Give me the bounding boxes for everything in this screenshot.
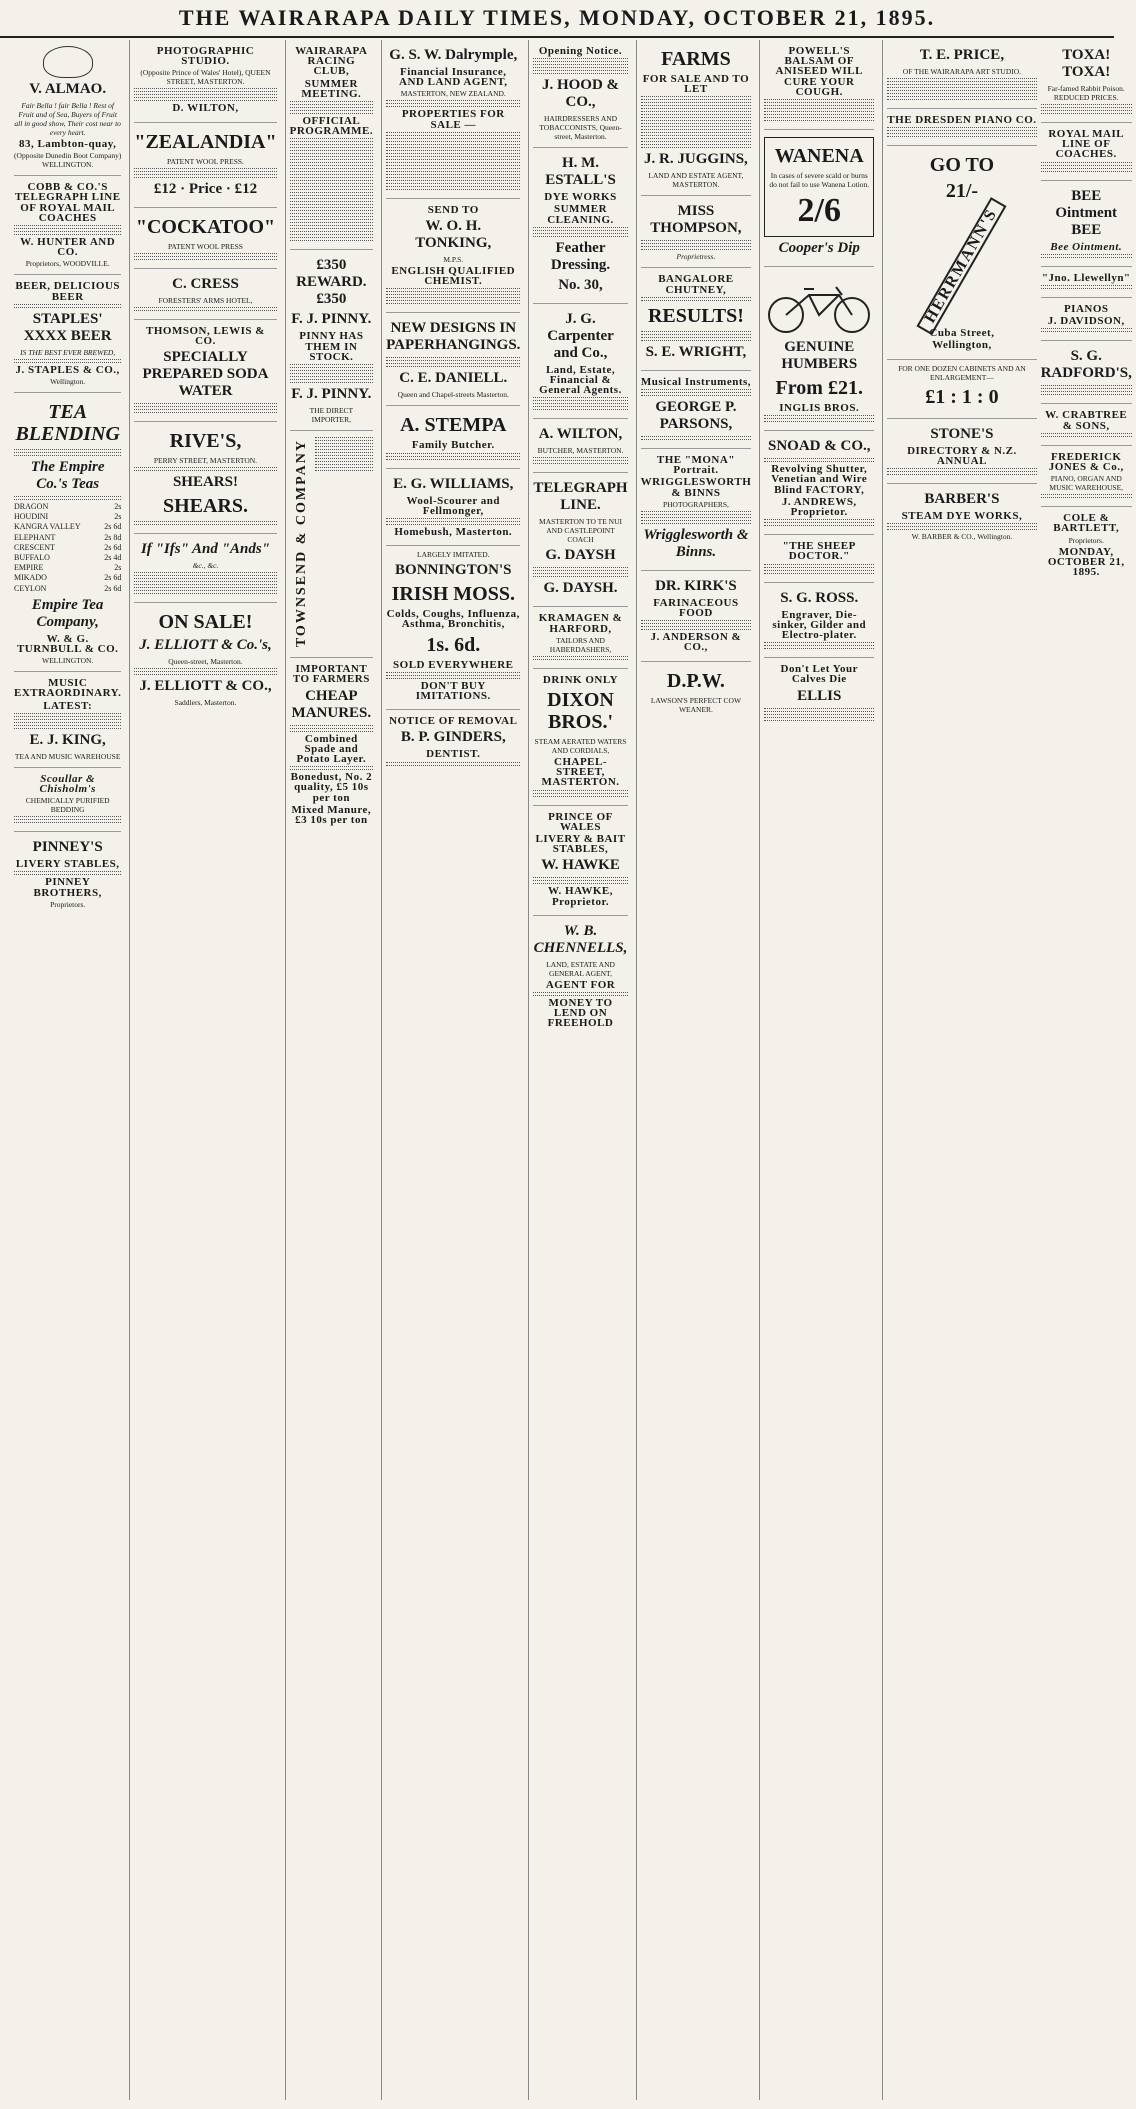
hood-ad xyxy=(533,40,627,148)
carpenter-title: J. G. Carpenter and Co., xyxy=(547,310,614,361)
money-to-lend: MONEY TO LEND ON FREEHOLD xyxy=(547,997,614,1030)
townsend-text xyxy=(315,435,373,651)
wanena-price: 2/6 xyxy=(797,192,841,230)
hawke-ad xyxy=(533,806,627,916)
toxa-title: TOXA! TOXA! xyxy=(1062,47,1111,80)
tea-row: HOUDINI 2s xyxy=(14,512,122,522)
barbers-sub: STEAM DYE WORKS, xyxy=(901,510,1023,523)
dateline: MONDAY, OCTOBER 21, 1895. xyxy=(1047,545,1125,579)
powell-ad xyxy=(764,40,874,130)
bee-sub: Bee Ointment. xyxy=(1050,240,1123,253)
fowler-ad xyxy=(1041,446,1132,507)
coach-place: Proprietors, WOODVILLE. xyxy=(25,259,110,269)
goto-ad xyxy=(887,146,1036,359)
bee-ad xyxy=(1041,181,1132,267)
english-chemist: ENGLISH QUALIFIED CHEMIST. xyxy=(391,265,516,288)
column-6 xyxy=(636,40,756,2100)
bicycle-icon xyxy=(764,275,874,335)
cole-ad xyxy=(1041,507,1132,585)
bonnington-ad xyxy=(386,546,520,710)
dixon-sub: STEAM AERATED WATERS AND CORDIALS, xyxy=(534,737,627,756)
ross-sub: Engraver, Die-sinker, Gilder and Electro-plater. xyxy=(772,608,867,642)
almao-address: 83, Lambton-quay, xyxy=(18,138,117,150)
mixed-price: Mixed Manure, £3 10s per ton xyxy=(291,803,372,827)
stempa-ad xyxy=(386,406,520,468)
carpenter-ad xyxy=(533,304,627,420)
removal-notice: NOTICE OF REMOVAL xyxy=(389,715,518,728)
music-title: MUSIC EXTRAORDINARY. xyxy=(14,677,122,700)
summer-cleaning: SUMMER CLEANING. xyxy=(547,203,614,226)
column-8-right xyxy=(1041,40,1132,2100)
wilton-title: A. WILTON, xyxy=(538,426,623,443)
tea-row: KANGRA VALLEY 2s 6d xyxy=(14,522,122,532)
hawke-owner: W. HAWKE, Proprietor. xyxy=(548,885,613,908)
pinny-owner: F. J. PINNY. xyxy=(291,386,372,403)
estall-title: H. M. ESTALL'S xyxy=(545,155,616,189)
ifs-title: If "Ifs" And "Ands" xyxy=(140,541,270,558)
masthead xyxy=(0,0,1114,38)
coach-title: COBB & CO.'S TELEGRAPH LINE OF ROYAL MAIL COACHES xyxy=(14,181,121,224)
barbers-title: BARBER'S xyxy=(924,491,1000,508)
estall-sub: DYE WORKS xyxy=(544,191,617,204)
ginders-ad xyxy=(386,710,520,773)
stempa-title: A. STEMPA xyxy=(400,414,507,437)
thompson-ad xyxy=(641,196,752,268)
hood-sub: HAIRDRESSERS AND TOBACCONISTS, Queen-street, Masterton. xyxy=(539,114,622,142)
almao-ad xyxy=(14,40,121,176)
pinney-sub: LIVERY STABLES, xyxy=(15,858,120,871)
elliott-role: Saddlers, Masterton. xyxy=(174,698,237,708)
dixon-ad xyxy=(533,669,627,806)
powell-title: POWELL'S BALSAM OF ANISEED WILL CURE YOUR COUGH. xyxy=(775,45,863,98)
snoad-ad xyxy=(764,431,874,535)
pinney-role: Proprietors. xyxy=(50,899,86,909)
column-4 xyxy=(381,40,524,2100)
cole-sub: Proprietors. xyxy=(1068,535,1104,545)
barbers-ad xyxy=(887,484,1036,547)
tonking-ad xyxy=(386,199,520,314)
tea-title: TEA BLENDING xyxy=(15,401,120,446)
enlargement-price: £1 : 1 : 0 xyxy=(925,385,999,408)
almao-address-sub: (Opposite Dunedin Boot Company) WELLINGTON. xyxy=(14,151,122,170)
ginders-sub: DENTIST. xyxy=(426,748,481,761)
cures-list: Colds, Coughs, Influenza, Asthma, Bronchitis, xyxy=(386,608,520,631)
wright-title: S. E. WRIGHT, xyxy=(645,343,747,360)
royal-mail-title: ROYAL MAIL LINE OF COACHES. xyxy=(1048,128,1125,161)
wanena-ad xyxy=(764,130,874,267)
tonking-sub: M.P.S. xyxy=(443,255,464,265)
opening-notice: Opening Notice. xyxy=(538,45,623,57)
king-title: E. J. KING, xyxy=(29,731,106,748)
price-sub: OF THE WAIRARAPA ART STUDIO. xyxy=(902,67,1022,76)
kirk-sub: FARINACEOUS FOOD xyxy=(653,596,739,620)
directory-title: DIRECTORY & N.Z. ANNUAL xyxy=(907,444,1017,467)
tea-ad xyxy=(14,393,121,672)
thompson-sub: Proprietress. xyxy=(676,252,716,262)
scoullar-title: Scoullar & Chisholm's xyxy=(39,772,96,796)
williams-place: Homebush, Masterton. xyxy=(394,526,513,539)
elliott-ad xyxy=(134,603,276,713)
juggins-title: J. R. JUGGINS, xyxy=(644,151,748,168)
send-to: SEND TO xyxy=(427,203,479,216)
prince-of-wales: PRINCE OF WALES xyxy=(548,810,613,833)
manures-title: CHEAP MANURES. xyxy=(291,687,372,721)
music-latest: LATEST: xyxy=(43,699,93,712)
blind-title: Revolving Shutter, Venetian and Wire Blind FACTORY, xyxy=(771,463,868,496)
daniell-sub: Queen and Chapel-streets Masterton. xyxy=(397,390,509,400)
rives-ad xyxy=(134,422,276,534)
properties-title: PROPERTIES FOR SALE — xyxy=(401,108,505,131)
williams-title: E. G. WILLIAMS, xyxy=(393,475,514,492)
empire-firm: Empire Tea Company, xyxy=(31,596,104,630)
herrmann-city: Wellington, xyxy=(932,339,992,352)
pinny-sub: PINNY HAS THEM IN STOCK. xyxy=(299,330,364,363)
parsons-ad xyxy=(641,371,752,449)
empire-teas-title: The Empire Co.'s Teas xyxy=(30,459,105,493)
shears-title: SHEARS! xyxy=(172,474,238,491)
davidson-ad xyxy=(1041,298,1132,341)
farms-title: FARMS xyxy=(661,48,731,70)
dresden-title: THE DRESDEN PIANO CO. xyxy=(887,114,1037,126)
ellis-title: ELLIS xyxy=(797,687,842,704)
davidson-title: J. DAVIDSON, xyxy=(1047,315,1125,328)
shears-big: SHEARS. xyxy=(162,495,248,518)
tea-row: BUFFALO 2s 4d xyxy=(14,553,122,563)
royal-mail-ad xyxy=(1041,123,1132,181)
racing-title: WAIRARAPA RACING CLUB, xyxy=(295,45,368,78)
barbers-owner: W. BARBER & CO., Wellington. xyxy=(911,532,1013,542)
racing-ad xyxy=(290,40,374,250)
ross-title: S. G. ROSS. xyxy=(780,589,859,606)
cress-title: C. CRESS xyxy=(172,275,239,292)
rives-sub: PERRY STREET, MASTERTON. xyxy=(153,456,258,466)
wilton-sub: BUTCHER, MASTERTON. xyxy=(537,446,624,456)
tea-row: DRAGON 2s xyxy=(14,502,122,512)
fowler-sub: PIANO, ORGAN AND MUSIC WAREHOUSE, xyxy=(1049,474,1124,493)
elliott-sale: J. ELLIOTT & CO., xyxy=(139,678,272,695)
tea-row: EMPIRE 2s xyxy=(14,563,122,573)
scoullar-sub: CHEMICALLY PURIFIED BEDDING xyxy=(25,796,110,815)
photo-title: PHOTOGRAPHIC STUDIO. xyxy=(156,45,255,68)
chennells-ad xyxy=(533,916,627,1037)
humber-price: From £21. xyxy=(775,377,863,400)
kirk-title: DR. KIRK'S xyxy=(655,577,737,594)
column-5 xyxy=(528,40,631,2100)
wrigglesworth-title: WRIGGLESWORTH & BINNS xyxy=(640,476,752,499)
tea-price-list xyxy=(14,502,121,594)
paperhangings-title: NEW DESIGNS IN PAPERHANGINGS. xyxy=(386,320,521,354)
telegraph-sub: MASTERTON TO TE NUI AND CASTLEPOINT COACH xyxy=(539,517,622,545)
drink-only: DRINK ONLY xyxy=(542,673,619,686)
wanena-sub: In cases of severe scald or burns do not fail to use Wanena Lotion. xyxy=(769,171,870,190)
estall-address: No. 30, xyxy=(558,276,603,293)
mona-title: THE "MONA" Portrait. xyxy=(656,454,735,477)
feather-dressing: Feather Dressing. xyxy=(550,239,611,273)
crabtree-ad xyxy=(1041,404,1132,445)
photo-studio-ad xyxy=(134,40,276,123)
official-programme: OFFICIAL PROGRAMME. xyxy=(289,115,374,138)
king-sub: TEA AND MUSIC WAREHOUSE xyxy=(14,751,121,761)
elliott-place: Queen-street, Masterton. xyxy=(168,657,243,667)
cockatoo-title: "COCKATOO" xyxy=(135,215,276,238)
largely-imitated: LARGELY IMITATED. xyxy=(417,550,490,560)
radford-ad xyxy=(1041,341,1132,404)
dalrymple-place: MASTERTON, NEW ZEALAND. xyxy=(400,89,506,99)
herrmann-stamp: HERRMANN'S xyxy=(887,206,1036,326)
photo-place: (Opposite Prince of Wales' Hotel), QUEEN STREET, MASTERTON. xyxy=(140,68,271,87)
wrigglesworth-sub: PHOTOGRAPHERS, xyxy=(662,499,729,509)
farms-sub: FOR SALE AND TO LET xyxy=(642,73,750,96)
dalrymple-ad xyxy=(386,40,520,199)
hood-title: J. HOOD & CO., xyxy=(541,77,620,111)
cooper-signature: Cooper's Dip xyxy=(778,240,860,257)
reward-title: £350 REWARD. £350 xyxy=(296,257,367,308)
humber-title: GENUINE HUMBERS xyxy=(781,339,858,373)
juggins-sub: LAND AND ESTATE AGENT, MASTERTON. xyxy=(648,171,744,190)
dont-buy: DON'T BUY IMITATIONS. xyxy=(415,679,491,703)
williams-ad xyxy=(386,469,520,547)
chutney-ad xyxy=(641,268,752,370)
pinny-role: THE DIRECT IMPORTER, xyxy=(309,406,354,425)
calves-title: Don't Let Your Calves Die xyxy=(780,663,858,686)
irish-moss-title: IRISH MOSS. xyxy=(391,583,515,606)
elliott-title: J. ELLIOTT & Co.'s, xyxy=(139,637,272,654)
anderson-title: J. ANDERSON & CO., xyxy=(650,631,742,654)
empire-place: WELLINGTON. xyxy=(42,656,94,666)
kirk-ad xyxy=(641,571,752,662)
kramagen-sub: TAILORS AND HABERDASHERS, xyxy=(549,635,612,654)
kramagen-title: KRAMAGEN & HARFORD, xyxy=(538,612,623,635)
crabtree-title: W. CRABTREE & SONS, xyxy=(1045,409,1128,432)
townsend-vertical: TOWNSEND & COMPANY xyxy=(294,439,310,648)
chennells-title: W. B. CHENNELLS, xyxy=(533,922,628,956)
andrews-title: J. ANDREWS, Proprietor. xyxy=(781,495,857,519)
price-title: T. E. PRICE, xyxy=(919,47,1005,63)
cress-ad xyxy=(134,269,276,320)
tea-row: CRESCENT 2s 6d xyxy=(14,542,122,552)
dalrymple-sub: Financial Insurance, AND LAND AGENT, xyxy=(399,66,508,89)
cockatoo-sub: PATENT WOOL PRESS xyxy=(167,241,243,251)
ifs-sub: &c., &c. xyxy=(192,561,219,571)
parsons-title: GEORGE P. PARSONS, xyxy=(655,399,737,433)
staples-firm: J. STAPLES & CO., xyxy=(15,363,120,376)
ross-ad xyxy=(764,583,874,659)
zealandia-price: £12 · Price · £12 xyxy=(153,180,258,197)
sheep-title: "THE SHEEP DOCTOR." xyxy=(782,540,856,563)
results-title: RESULTS! xyxy=(647,304,744,327)
radford-title: S. G. RADFORD'S, xyxy=(1040,348,1132,382)
bee-title: BEE Ointment BEE xyxy=(1055,187,1118,238)
rives-title: RIVE'S, xyxy=(169,430,242,453)
column-8-left xyxy=(887,40,1036,2100)
fowler-title: FREDERICK JONES & Co., xyxy=(1048,450,1124,474)
williams-sub: Wool-Scourer and Fellmonger, xyxy=(406,494,500,517)
zealandia-ad xyxy=(134,123,276,208)
masthead-title: THE WAIRARAPA DAILY TIMES, MONDAY, OCTOBER 21, 1895. xyxy=(178,5,936,30)
important-title: IMPORTANT TO FARMERS xyxy=(292,663,370,686)
reward-ad xyxy=(290,250,374,431)
stones-ad xyxy=(887,419,1036,484)
dalrymple-title: G. S. W. Dalrymple, xyxy=(389,47,518,63)
musical-instruments: Musical Instruments, xyxy=(640,375,752,388)
daysh-title: G. DAYSH xyxy=(545,547,616,564)
wrigglesworth-sign: Wrigglesworth & Binns. xyxy=(643,526,749,560)
coach-owner: W. HUNTER AND CO. xyxy=(20,236,116,259)
zealandia-title: "ZEALANDIA" xyxy=(134,130,277,153)
empire-owner: W. & G. TURNBULL & CO. xyxy=(16,632,119,656)
manures-ad xyxy=(290,658,374,833)
price-ad xyxy=(887,40,1036,109)
column-1 xyxy=(10,40,125,2100)
stones-title: STONE'S xyxy=(930,425,994,442)
dixon-place: CHAPEL-STREET, MASTERTON. xyxy=(541,756,620,789)
tea-row: CEYLON 2s 6d xyxy=(14,583,122,593)
dpw-sub: LAWSON'S PERFECT COW WEANER. xyxy=(650,695,742,714)
hawke-title: W. HAWKE xyxy=(541,857,620,874)
photo-owner: D. WILTON, xyxy=(172,102,239,115)
staples-place: Wellington. xyxy=(50,377,86,387)
toxa-ad xyxy=(1041,40,1132,123)
staples-title: STAPLES' XXXX BEER xyxy=(23,310,112,344)
soda-title: SPECIALLY PREPARED SODA WATER xyxy=(142,349,269,400)
cole-title: COLE & BARTLETT, xyxy=(1053,512,1120,535)
enlargement-title: FOR ONE DOZEN CABINETS AND AN ENLARGEMENT— xyxy=(898,363,1026,382)
paperhangings-ad xyxy=(386,313,520,406)
newspaper-page xyxy=(10,40,1132,2100)
bonedust-price: Bonedust, No. 2 quality, £5 10s per ton xyxy=(290,771,373,804)
ginders-title: B. P. GINDERS, xyxy=(400,729,506,746)
beer-title: BEER, DELICIOUS BEER xyxy=(15,280,121,303)
dixon-title: DIXON BROS.' xyxy=(547,689,614,734)
dpw-ad xyxy=(641,662,752,720)
sheep-ad xyxy=(764,535,874,582)
music-ad xyxy=(14,672,121,768)
racing-sub: SUMMER MEETING. xyxy=(301,77,362,100)
pinney-title: PINNEY'S xyxy=(32,839,103,856)
goto-price: 21/- xyxy=(945,180,979,203)
ifs-ad xyxy=(134,534,276,603)
staples-sub: IS THE BEST EVER BREWED, xyxy=(20,347,116,357)
dpw-title: D.P.W. xyxy=(666,669,725,692)
column-8 xyxy=(882,40,1136,2100)
mona-ad xyxy=(641,449,752,571)
royal-crest-icon xyxy=(43,46,93,78)
column-3 xyxy=(285,40,378,2100)
column-2 xyxy=(129,40,280,2100)
telegraph-ad xyxy=(533,473,627,607)
farms-ad xyxy=(641,40,752,196)
thomson-ad xyxy=(134,320,276,422)
enlargement-ad xyxy=(887,360,1036,419)
agent-for: AGENT FOR xyxy=(545,978,616,991)
tea-row: ELEPHANT 2s 8d xyxy=(14,532,122,542)
estall-ad xyxy=(533,148,627,304)
townsend-ad xyxy=(290,431,374,658)
humber-ad xyxy=(764,267,874,431)
coach-ad xyxy=(14,176,121,275)
pianos-title: PIANOS xyxy=(1063,303,1109,316)
cockatoo-ad xyxy=(134,208,276,269)
bonnington-price: 1s. 6d. xyxy=(426,633,481,656)
almao-text: Fair Bella ! fair Bella ! Rest of Fruit and of Sea, Buyers of Fruit all in good show, Their cost near to every heart. xyxy=(14,101,121,137)
tea-row: MIKADO 2s 6d xyxy=(14,573,122,583)
column-7 xyxy=(759,40,878,2100)
combined-title: Combined Spade and Potato Layer. xyxy=(296,732,367,765)
chutney-title: BANGALORE CHUTNEY, xyxy=(658,273,734,296)
goto-title: GO TO xyxy=(929,154,995,177)
on-sale-title: ON SALE! xyxy=(158,611,253,634)
telegraph-title: TELEGRAPH LINE. xyxy=(533,480,628,514)
thomson-title: THOMSON, LEWIS & CO. xyxy=(146,324,265,347)
daniell-title: C. E. DANIELL. xyxy=(399,370,508,387)
zealandia-sub: PATENT WOOL PRESS. xyxy=(167,156,244,166)
daysh-sign: G. DAYSH. xyxy=(543,580,618,597)
pinney-ad xyxy=(14,832,121,915)
race-list xyxy=(290,138,374,241)
toxa-sub: Far-famed Rabbit Poison. REDUCED PRICES. xyxy=(1047,84,1125,102)
beer-ad xyxy=(14,275,121,393)
chennells-sub: LAND, ESTATE AND GENERAL AGENT, xyxy=(546,959,615,978)
pinny-title: F. J. PINNY. xyxy=(291,311,372,328)
inglis-title: INGLIS BROS. xyxy=(779,402,860,415)
bonnington-title: BONNINGTON'S xyxy=(395,562,512,579)
livery-title: LIVERY & BAIT STABLES, xyxy=(535,833,626,856)
scoullar-ad xyxy=(14,768,121,832)
kramagen-ad xyxy=(533,607,627,668)
almao-title: V. ALMAO. xyxy=(29,81,107,97)
llewellyn-title: "Jno. Llewellyn" xyxy=(1041,271,1131,284)
llewellyn-ad xyxy=(1041,267,1132,298)
pinney-owner: PINNEY BROTHERS, xyxy=(33,876,102,899)
stempa-sub: Family Butcher. xyxy=(411,439,495,452)
dresden-ad xyxy=(887,109,1036,146)
cress-sub: FORESTERS' ARMS HOTEL, xyxy=(158,295,253,305)
snoad-title: SNOAD & CO., xyxy=(767,438,871,455)
carpenter-sub: Land, Estate, Financial & General Agents. xyxy=(539,363,622,397)
cuba-street: Cuba Street, xyxy=(929,327,995,340)
tonking-title: W. O. H. TONKING, xyxy=(415,218,492,252)
sold-everywhere: SOLD EVERYWHERE xyxy=(393,658,514,671)
thompson-title: MISS THOMPSON, xyxy=(650,203,742,237)
wilton-ad xyxy=(533,419,627,473)
calves-ad xyxy=(764,658,874,728)
wanena-title: WANENA xyxy=(774,145,864,168)
